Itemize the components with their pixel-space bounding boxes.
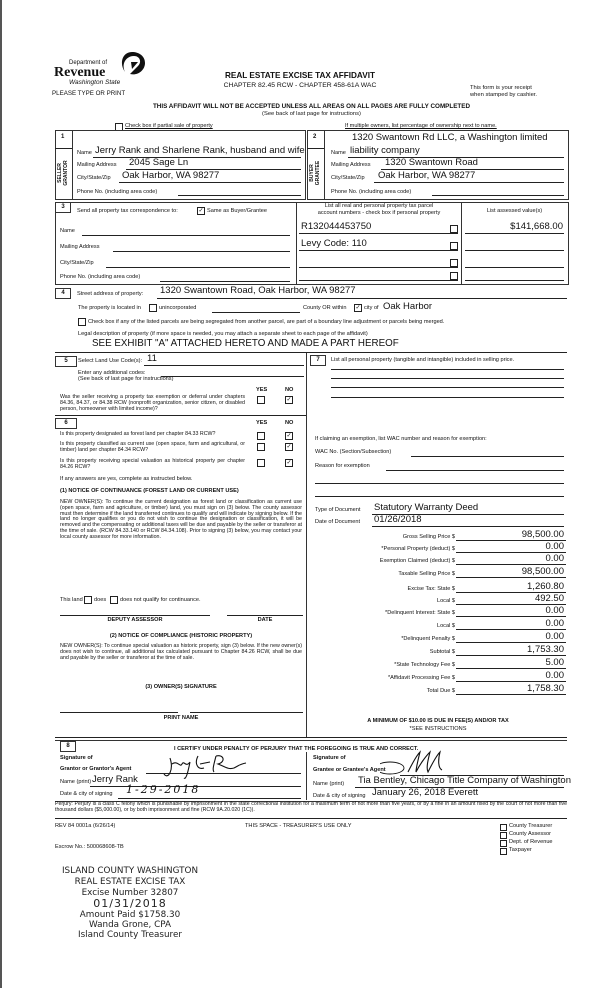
- fee-label: *Delinquent Interest: State $: [385, 610, 455, 616]
- fee-row-interest-state: [310, 606, 566, 617]
- seller-name-field[interactable]: Jerry Rank and Sharlene Rank, husband and wife: [95, 145, 305, 156]
- parcel-number[interactable]: Levy Code: 110: [301, 238, 367, 249]
- buyer-address-field[interactable]: 1320 Swantown Road: [385, 157, 478, 168]
- fee-underline: [456, 616, 566, 617]
- unincorporated-checkbox[interactable]: [149, 304, 157, 312]
- fee-value[interactable]: 1,758.30: [527, 683, 564, 694]
- fee-value[interactable]: 0.00: [545, 618, 564, 629]
- fee-row-processing: [310, 671, 566, 682]
- does-not-qualify-checkbox[interactable]: [110, 596, 118, 604]
- fee-row-technology: [310, 658, 566, 669]
- fee-value[interactable]: 0.00: [545, 631, 564, 642]
- city-field[interactable]: Oak Harbor: [383, 301, 433, 312]
- document-date-field[interactable]: 01/26/2018: [374, 514, 422, 525]
- seller-grantor-label: SELLER GRANTOR: [57, 160, 69, 186]
- fee-value[interactable]: 98,500.00: [521, 529, 564, 540]
- fee-row-taxable: [310, 567, 566, 578]
- fee-value[interactable]: 492.50: [534, 593, 564, 604]
- exemption-yes-checkbox[interactable]: [257, 396, 265, 404]
- current-use-no-checkbox[interactable]: ✓: [286, 444, 292, 450]
- land-use-code-field[interactable]: 11: [147, 353, 157, 364]
- fee-value[interactable]: 0.00: [545, 553, 564, 564]
- fee-value[interactable]: 1,260.80: [527, 581, 564, 592]
- fee-row-excise-state: [310, 582, 566, 593]
- buyer-grantee-label: BUYER GRANTEE: [309, 160, 321, 186]
- fee-label: Local $: [436, 598, 455, 604]
- fee-row-exemption: [310, 554, 566, 565]
- fee-label: Gross Selling Price $: [402, 534, 455, 540]
- forest-yes-checkbox[interactable]: [257, 432, 265, 440]
- fee-underline: [456, 668, 566, 669]
- affidavit-page: Department of Revenue Washington State PLEASE TYPE OR PRINT REAL ESTATE EXCISE TAX AFFIDAVIT CHAPTER 82.45 RCW - CHAPTER 458-61A WAC This form is your receipt when stamped by cashier. THIS AFFIDAVIT WILL NOT BE ACCEPTED UNLESS ALL AREAS ON ALL PAGES ARE FULLY COMPLETED (See back of last page for instructions) Check box if partial sale of property If multiple owners, list percentage of ownership next to name. 1 2 SELLER GRANTOR BUYER GRANTEE Name Jerry Rank and Sharlene Rank, husband and wife Mailing Address 2045 Sage Ln City/State/Zip Oak Harbor, WA 98277 Phone No. (including area code) 1320 Swantown Rd LLC, a Washington limited Name liability company Mailing Address 1320 Swantown Road City/State/Zip Oak Harbor, WA 98277 Phone No. (including area code) 3 Send all property tax correspondence to: ✓ Same as Buyer/Grantee Name Mailing Address City/State/Zip Phone No. (including area code) List all real and personal property tax parcel account numbers - check box if personal property List assessed value(s) R132044453750 $141,668.00 Levy Code: 110 4 Street address of property: 1320 Swantown Road, Oak Harbor, WA 98277 The property is located in unincorporated County OR within ✓ city of Oak Harbor Check box if any of the listed parcels are being segregated from another parcel, are part of a boundary line adjustment or parcels being merged. Legal description of property (if more space is needed, you may attach a separate sheet to each page of the affidavit) SEE EXHIBIT "A" ATTACHED HERETO AND MADE A PART HEREOF 5 Select Land Use Code(s): 11 Enter any additional codes: (See back of last page for instructions) YES NO Was the seller receiving a property tax exemption or deferral under chapters 84.36, 84.37, or 84.38 RCW (nonprofit organization, senior citizen, or disabled person, homeowner with limited income)? ✓ 6 YES NO Is this property designated as forest land per chapter 84.33 RCW? ✓ Is this property classified as current use (open space, farm and agricultural, or timber) land per chapter 84.34 RCW? ✓ Is this property receiving special valuation as historical property per chapter 84.26 RCW? ✓ If any answers are yes, complete as instructed below. (1) NOTICE OF CONTINUANCE (FOREST LAND OR CURRENT USE) NEW OWNER(S): To continue the current designation as forest land or classification as current use (open space, farm and agriculture, or timber) land, you must sign on (3) below. The county assessor must then determine if the land transferred continues to qualify and will indicate by signing below. If the land no longer qualifies or you do not wish to continue the designation or classification, it will be removed and the compensating or additional taxes will be due and payable by the seller or transferor at the time of sale. (RCW 84.33.140 or RCW 84.34.108). Prior to signing (3) below, you may contact your local county assessor for more information. This land does does not qualify for continuance. DEPUTY ASSESSOR DATE (2) NOTICE OF COMPLIANCE (HISTORIC PROPERTY) NEW OWNER(S): To continue special valuation as historic property, sign (3) below. If the new owner(s) does not wish to continue, all additional tax calculated pursuant to Chapter 84.26 RCW, shall be due and payable by the seller or transferor at the time of sale. (3) OWNER(S) SIGNATURE PRINT NAME 7 List all personal property (tangible and intangible) included in selling price. If claiming an exemption, list WAC number and reason for exemption: WAC No. (Section/Subsection) Reason for exemption Type of Document Statutory Warranty Deed Date of Document 01/26/2018 Gross Selling Price $ 98,500.00 *Personal Property (deduct) $ 0.00 Exemption Claimed (deduct) $ 0.00 Taxable Selling Price $ 98,500.00 Excise Tax: State $ 1,260.80 Local $ 492.50 *Delinquent Interest: State $ 0.00 Local $ 0.00 *Delinquent Penalty $ 0.00 Subtotal $ 1,753.30 *State Technology Fee $ 5.00 *Affidavit Processing Fee $ 0.00 Total Due $ 1,758.30 A MINIMUM OF $10.00 IS DUE IN FEE(S) AND/OR TAX *SEE INSTRUCTIONS 8 I CERTIFY UNDER PENALTY OF PERJURY THAT THE FOREGOING IS TRUE AND CORRECT. Signature of Grantor or Grantor's Agent Name (print) Jerry Rank Date & city of signing 1-29-2018 Signature of Grantee or Grantee's Agent Name (print) Tia Bentley, Chicago Title Company of Washington Date & city of signing January 26, 2018 Everett Perjury: Perjury is a class C felony which is punishable by imprisonment in the state correctional institution for a maximum term of not more than five years, or by a fine in an amount fixed by the court of not more than five thousand dollars ($5,000.00), or by both imprisonment and fine (RCW 9A.20.020 (1C)). REV 84 0001a (6/26/14) THIS SPACE - TREASURER'S USE ONLY Escrow No.: 500068608-TB County Treasurer County Assessor Dept. of Revenue Taxpayer ISLAND COUNTY WASHINGTON REAL ESTATE EXCISE TAX Excise Number 32807 01/31/2018 Amount Paid $1758.30 Wanda Grone, CPA Island County Treasurer: [0, 0, 600, 988]
- personal-property-checkbox[interactable]: [450, 272, 458, 280]
- document-type-field[interactable]: Statutory Warranty Deed: [374, 502, 479, 513]
- personal-property-checkbox[interactable]: [450, 225, 458, 233]
- fee-row-total: [310, 684, 566, 695]
- historic-yes-checkbox[interactable]: [257, 459, 265, 467]
- fee-label: *State Technology Fee $: [394, 662, 455, 668]
- grantee-name-field[interactable]: Tia Bentley, Chicago Title Company of Washington: [358, 775, 571, 786]
- grantee-date-field[interactable]: January 26, 2018 Everett: [372, 787, 479, 798]
- fee-underline: [456, 655, 566, 656]
- fee-row-penalty: [310, 632, 566, 643]
- fee-label: Taxable Selling Price $: [398, 571, 455, 577]
- fee-row-interest-local: [310, 619, 566, 630]
- fee-label: Total Due $: [426, 688, 455, 694]
- does-qualify-checkbox[interactable]: [84, 596, 92, 604]
- fee-label: Exemption Claimed (deduct) $: [379, 558, 455, 564]
- parcel-number[interactable]: R132044453750: [301, 221, 372, 232]
- buyer-name-line1[interactable]: 1320 Swantown Rd LLC, a Washington limited: [352, 132, 548, 143]
- fee-row-subtotal: [310, 645, 566, 656]
- taxpayer-checkbox[interactable]: [500, 848, 507, 855]
- personal-property-checkbox[interactable]: [450, 259, 458, 267]
- assessed-value[interactable]: $141,668.00: [510, 221, 563, 232]
- seller-address-field[interactable]: 2045 Sage Ln: [129, 157, 189, 168]
- fee-underline: [456, 694, 566, 695]
- county-treasurer-checkbox[interactable]: [500, 824, 507, 831]
- grantor-signature: [160, 750, 250, 782]
- fee-row-gross: [310, 530, 566, 541]
- segregated-checkbox[interactable]: [78, 318, 86, 326]
- dor-swirl-icon: [118, 50, 146, 78]
- exemption-no-checkbox[interactable]: ✓: [286, 397, 292, 403]
- fee-label: *Personal Property (deduct) $: [381, 546, 455, 552]
- current-use-yes-checkbox[interactable]: [257, 443, 265, 451]
- fee-underline: [456, 681, 566, 682]
- buyer-city-field[interactable]: Oak Harbor, WA 98277: [378, 170, 476, 181]
- city-checkbox[interactable]: ✓: [355, 305, 361, 311]
- street-address-field[interactable]: 1320 Swantown Road, Oak Harbor, WA 98277: [160, 285, 356, 296]
- fee-label: Subtotal $: [429, 649, 455, 655]
- fee-underline: [456, 629, 566, 630]
- fee-underline: [456, 564, 566, 565]
- historic-no-checkbox[interactable]: ✓: [286, 460, 292, 466]
- fee-value[interactable]: 5.00: [545, 657, 564, 668]
- seller-city-field[interactable]: Oak Harbor, WA 98277: [122, 170, 220, 181]
- fee-value[interactable]: 98,500.00: [521, 566, 564, 577]
- fee-label: Local $: [436, 623, 455, 629]
- county-assessor-checkbox[interactable]: [500, 832, 507, 839]
- personal-property-checkbox[interactable]: [450, 242, 458, 250]
- buyer-name-field[interactable]: liability company: [350, 145, 420, 156]
- fee-row-personal: [310, 542, 566, 553]
- grantor-name-field[interactable]: Jerry Rank: [92, 774, 138, 785]
- fee-label: *Delinquent Penalty $: [401, 636, 455, 642]
- fee-underline: [456, 577, 566, 578]
- grantee-signature: [380, 750, 450, 776]
- same-as-buyer-checkbox[interactable]: ✓: [198, 208, 204, 214]
- fee-value[interactable]: 1,753.30: [527, 644, 564, 655]
- fee-value[interactable]: 0.00: [545, 541, 564, 552]
- legal-description-field[interactable]: SEE EXHIBIT "A" ATTACHED HERETO AND MADE A PART HEREOF: [92, 338, 399, 349]
- grantor-date-field[interactable]: 1-29-2018: [126, 783, 201, 796]
- fee-label: Excise Tax: State $: [407, 586, 455, 592]
- fee-value[interactable]: 0.00: [545, 670, 564, 681]
- forest-no-checkbox[interactable]: ✓: [286, 433, 292, 439]
- scan-edge: [0, 0, 2, 988]
- fee-value[interactable]: 0.00: [545, 605, 564, 616]
- dept-of-revenue-checkbox[interactable]: [500, 840, 507, 847]
- fee-row-excise-local: [310, 594, 566, 605]
- fee-underline: [456, 642, 566, 643]
- fee-label: *Affidavit Processing Fee $: [387, 675, 455, 681]
